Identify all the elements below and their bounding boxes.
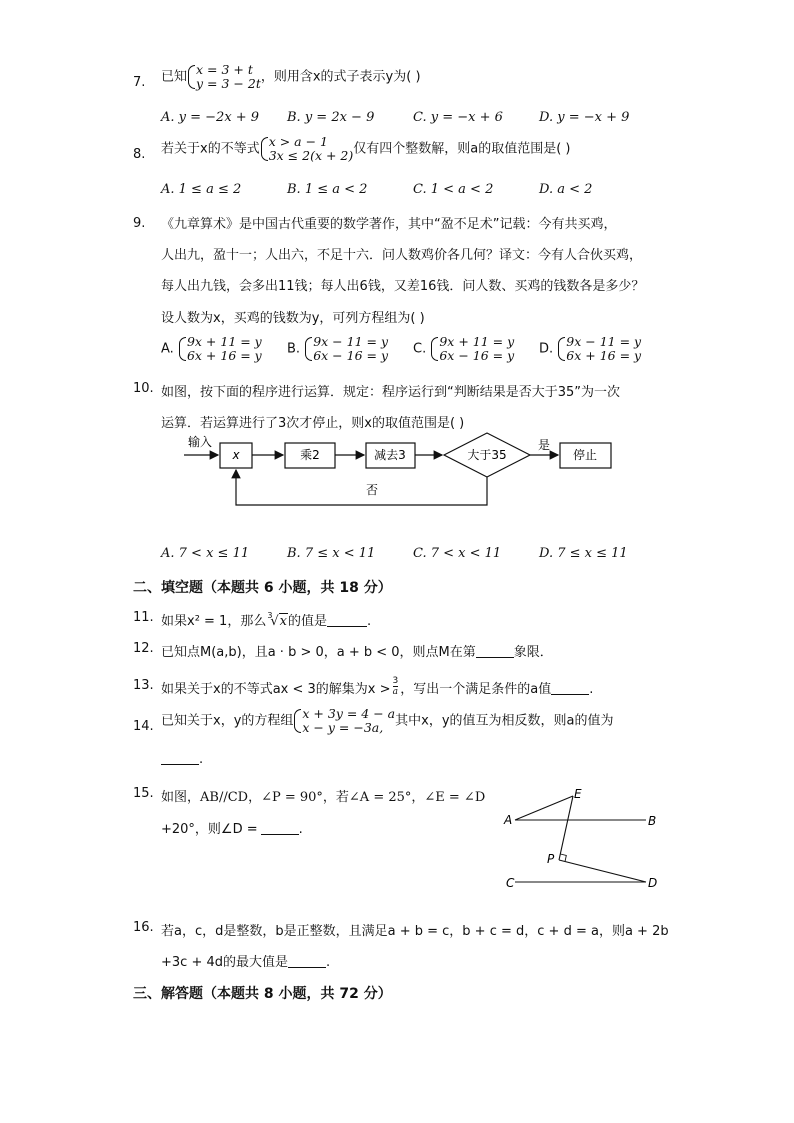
question-text-line: 每人出九钱，会多出11钱；每人出6钱，又差16钱．问人数、买鸡的钱数各是多少？	[161, 279, 645, 294]
option-a[interactable]: A. 1 ≤ a ≤ 2	[161, 182, 242, 197]
question-number: 10.	[133, 381, 154, 396]
option-c[interactable]: C. y = −x + 6	[413, 110, 503, 125]
option-b[interactable]: B. 9x − 11 = y 6x − 16 = y	[287, 334, 389, 363]
question-text: ，则用含x的式子表示y为( )	[260, 69, 421, 85]
option-d[interactable]: D. y = −x + 9	[539, 110, 630, 125]
question-text-line: 设人数为x，买鸡的钱数为y，可列方程组为( )	[161, 311, 425, 326]
box-subtract-label: 减去3	[374, 448, 406, 462]
label-a: A	[504, 813, 513, 827]
box-stop-label: 停止	[572, 448, 598, 462]
label-c: C	[506, 876, 515, 890]
question-text-line: 若a，c，d是整数，b是正整数，且满足a + b = c，b + c = d，c + d = a，则a + 2b	[161, 924, 669, 939]
equation-system: x = 3 + t y = 3 − 2t	[187, 63, 261, 91]
question-text: 若关于x的不等式	[161, 141, 260, 157]
equation-system: 9x + 11 = y 6x − 16 = y	[430, 335, 514, 363]
no-label: 否	[366, 483, 379, 497]
question-text-line: 《九章算术》是中国古代重要的数学著作，其中“盈不足术”记载：今有共买鸡，	[161, 217, 617, 232]
yes-label: 是	[538, 438, 551, 452]
segment-ep	[559, 796, 573, 860]
question-text-line: 人出九，盈十一；人出六，不足十六．问人数鸡价各几何？译文：今有人合伙买鸡，	[161, 248, 643, 263]
box-multiply-label: 乘2	[300, 448, 320, 462]
question-text: 如果关于x的不等式ax < 3的解集为x >	[161, 682, 391, 697]
option-a[interactable]: A. 9x + 11 = y 6x + 16 = y	[161, 334, 262, 363]
label-e: E	[574, 787, 582, 801]
question-text: 仅有四个整数解，则a的取值范围是( )	[353, 141, 571, 157]
equation-system: x + 3y = 4 − a x − y = −3a,	[293, 707, 395, 735]
flowchart	[180, 428, 620, 512]
segment-pd	[559, 860, 646, 882]
option-c[interactable]: C. 1 < a < 2	[413, 182, 494, 197]
option-d[interactable]: D. 9x − 11 = y 6x + 16 = y	[539, 334, 642, 363]
input-label: 输入	[188, 435, 213, 449]
option-c[interactable]: C. 7 < x < 11	[413, 546, 502, 561]
question-text: +20°，则∠D =	[161, 822, 258, 837]
question-text-line: 运算．若运算进行了3次才停止，则x的取值范围是( )	[161, 416, 465, 431]
option-a[interactable]: A. 7 < x ≤ 11	[161, 546, 250, 561]
section-title: 二、填空题（本题共 6 小题，共 18 分）	[133, 580, 392, 596]
cube-root: 3 √x	[267, 611, 287, 629]
answer-blank[interactable]	[161, 752, 199, 765]
answer-blank[interactable]	[476, 645, 514, 658]
option-d[interactable]: D. 7 ≤ x ≤ 11	[539, 546, 628, 561]
option-c[interactable]: C. 9x + 11 = y 6x − 16 = y	[413, 334, 515, 363]
inequality-system: x > a − 1 3x ≤ 2(x + 2)	[260, 135, 354, 163]
question-number: 14.	[133, 719, 154, 734]
no-loop-arrow	[236, 470, 487, 505]
geometry-figure	[498, 782, 668, 894]
decision-label: 大于35	[467, 448, 507, 462]
answer-blank[interactable]	[327, 614, 367, 627]
answer-blank[interactable]	[261, 822, 299, 835]
question-number: 16.	[133, 920, 154, 935]
equation-system: 9x − 11 = y 6x − 16 = y	[304, 335, 388, 363]
question-number: 7.	[133, 75, 146, 90]
question-number: 12.	[133, 641, 154, 656]
question-number: 15.	[133, 786, 154, 801]
label-d: D	[648, 876, 658, 890]
answer-blank[interactable]	[288, 955, 326, 968]
label-b: B	[648, 814, 657, 828]
question-text: 已知关于x，y的方程组	[161, 713, 294, 729]
question-text: 已知	[161, 69, 188, 85]
label-p: P	[547, 852, 555, 866]
option-b[interactable]: B. y = 2x − 9	[287, 110, 375, 125]
question-text: 其中x，y的值互为相反数，则a的值为	[395, 713, 614, 729]
box-x-label: x	[232, 448, 240, 462]
option-a[interactable]: A. y = −2x + 9	[161, 110, 260, 125]
equation-system: 9x − 11 = y 6x + 16 = y	[557, 335, 641, 363]
fraction: $\frac{3}{a}$	[392, 676, 399, 697]
question-number: 8.	[133, 147, 146, 162]
question-text: 已知点M(a,b)，且a · b > 0，a + b < 0，则点M在第	[161, 645, 476, 660]
section-title: 三、解答题（本题共 8 小题，共 72 分）	[133, 986, 392, 1002]
question-number: 9.	[133, 216, 146, 231]
equation-system: 9x + 11 = y 6x + 16 = y	[178, 335, 262, 363]
question-number: 13.	[133, 678, 154, 693]
answer-blank[interactable]	[551, 682, 589, 695]
option-b[interactable]: B. 1 ≤ a < 2	[287, 182, 368, 197]
question-text: 如果x² = 1，那么	[161, 614, 267, 629]
option-b[interactable]: B. 7 ≤ x < 11	[287, 546, 376, 561]
question-text-line: 如图，AB//CD，∠P = 90°，若∠A = 25°，∠E = ∠D	[161, 790, 486, 805]
question-text: +3c + 4d的最大值是	[161, 955, 288, 970]
question-text-line: 如图，按下面的程序进行运算．规定：程序运行到“判断结果是否大于35”为一次	[161, 385, 621, 400]
segment-ae	[515, 796, 573, 820]
option-d[interactable]: D. a < 2	[539, 182, 593, 197]
question-number: 11.	[133, 610, 154, 625]
